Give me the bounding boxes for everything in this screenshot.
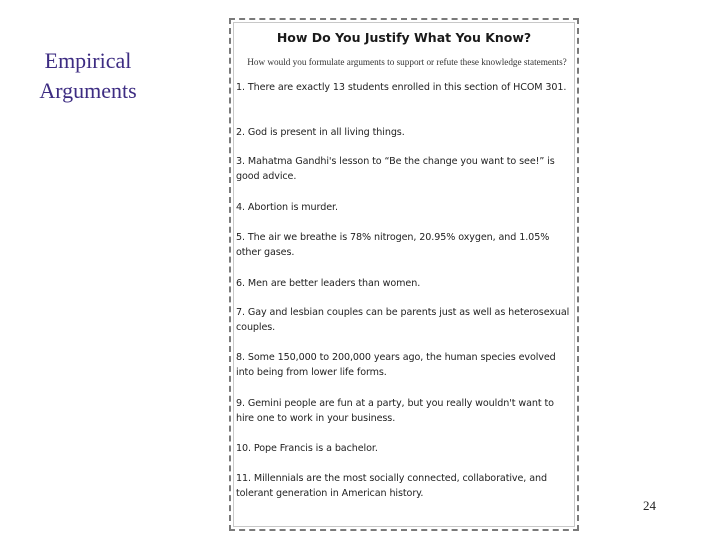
statement-11: 11. Millennials are the most socially connected, collaborative, and tolerant generation in American history. <box>236 473 547 499</box>
statement-9: 9. Gemini people are fun at a party, but you really wouldn't want to hire one to work in your business. <box>236 398 554 424</box>
statement-3: 3. Mahatma Gandhi's lesson to “Be the change you want to see!” is good advice. <box>236 156 555 182</box>
statement-5: 5. The air we breathe is 78% nitrogen, 20.95% oxygen, and 1.05% other gases. <box>236 232 550 258</box>
statement-6: 6. Men are better leaders than women. <box>236 278 421 289</box>
statement-1: 1. There are exactly 13 students enrolled in this section of HCOM 301. <box>236 82 567 93</box>
slide-title <box>18 46 158 106</box>
slide-title-line-2: Arguments <box>39 78 137 103</box>
statement-2: 2. God is present in all living things. <box>236 127 405 138</box>
worksheet-image <box>229 18 579 531</box>
statement-4: 4. Abortion is murder. <box>236 202 338 213</box>
page-number: 24 <box>643 498 656 513</box>
slide-title-line-1: Empirical <box>44 48 132 73</box>
worksheet-subtitle: How would you formulate arguments to support or refute these knowledge statements? <box>247 57 567 67</box>
statement-7: 7. Gay and lesbian couples can be parents just as well as heterosexual couples. <box>236 307 570 333</box>
statement-8: 8. Some 150,000 to 200,000 years ago, the human species evolved into being from lower life forms. <box>236 352 556 378</box>
statement-10: 10. Pope Francis is a bachelor. <box>236 443 378 454</box>
worksheet-title: How Do You Justify What You Know? <box>276 30 532 45</box>
